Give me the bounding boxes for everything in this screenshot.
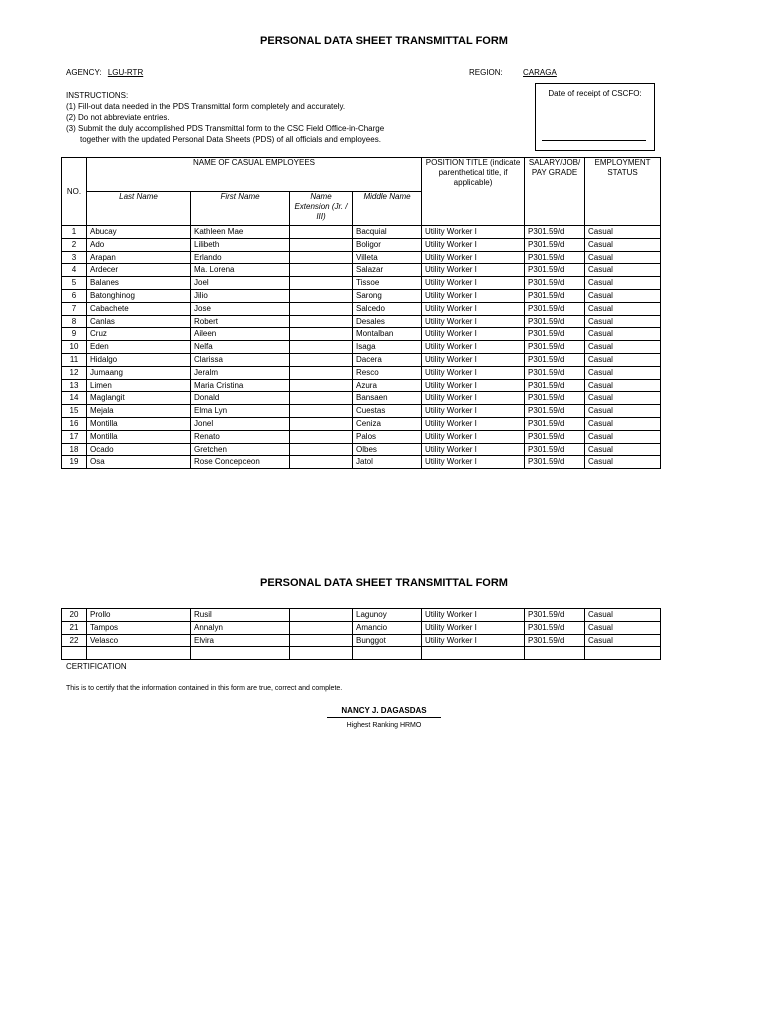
cell-no: 3 <box>62 251 87 264</box>
cell-status: Casual <box>585 417 661 430</box>
table-row <box>62 621 661 634</box>
cell-middle-name: Lagunoy <box>353 609 422 622</box>
cell-no: 16 <box>62 417 87 430</box>
table-row <box>62 264 661 277</box>
cell-no: 14 <box>62 392 87 405</box>
cell-status: Casual <box>585 353 661 366</box>
cell-last-name: Arapan <box>87 251 191 264</box>
cell-first-name: Annalyn <box>191 621 290 634</box>
cell-middle-name: Jatol <box>353 456 422 469</box>
cell-salary: P301.59/d <box>525 634 585 647</box>
cell-name-extension <box>290 647 353 660</box>
cell-first-name: Rusil <box>191 609 290 622</box>
cell-salary: P301.59/d <box>525 315 585 328</box>
cell-middle-name: Boligor <box>353 238 422 251</box>
col-header-last-name: Last Name <box>87 192 191 226</box>
cell-salary: P301.59/d <box>525 289 585 302</box>
cell-status <box>585 647 661 660</box>
cell-middle-name: Montalban <box>353 328 422 341</box>
form-title: PERSONAL DATA SHEET TRANSMITTAL FORM <box>260 35 508 47</box>
cell-last-name: Mejala <box>87 405 191 418</box>
table-row <box>62 341 661 354</box>
cell-salary: P301.59/d <box>525 392 585 405</box>
instruction-item: (2) Do not abbreviate entries. <box>66 113 170 122</box>
cell-position: Utility Worker I <box>422 226 525 239</box>
cell-no: 22 <box>62 634 87 647</box>
cell-last-name: Ardecer <box>87 264 191 277</box>
cell-status: Casual <box>585 392 661 405</box>
col-header-no: NO. <box>62 158 87 226</box>
cell-name-extension <box>290 405 353 418</box>
cell-status: Casual <box>585 634 661 647</box>
cell-position: Utility Worker I <box>422 405 525 418</box>
cell-middle-name: Salcedo <box>353 302 422 315</box>
cell-middle-name: Bansaen <box>353 392 422 405</box>
table-row <box>62 430 661 443</box>
cell-status: Casual <box>585 289 661 302</box>
cell-middle-name: Amancio <box>353 621 422 634</box>
cell-no: 19 <box>62 456 87 469</box>
cell-salary <box>525 647 585 660</box>
cell-no: 2 <box>62 238 87 251</box>
cell-first-name: Jeralm <box>191 366 290 379</box>
col-header-middle-name: Middle Name <box>353 192 422 226</box>
signature-line <box>327 717 441 718</box>
cell-name-extension <box>290 430 353 443</box>
cell-position: Utility Worker I <box>422 277 525 290</box>
cell-middle-name: Resco <box>353 366 422 379</box>
cell-position: Utility Worker I <box>422 302 525 315</box>
cell-last-name <box>87 647 191 660</box>
cell-salary: P301.59/d <box>525 443 585 456</box>
signatory-name: NANCY J. DAGASDAS <box>341 706 427 715</box>
table-row <box>62 647 661 660</box>
cell-no: 18 <box>62 443 87 456</box>
cell-first-name: Erlando <box>191 251 290 264</box>
cell-salary: P301.59/d <box>525 366 585 379</box>
cell-position: Utility Worker I <box>422 264 525 277</box>
cell-name-extension <box>290 443 353 456</box>
cell-last-name: Tampos <box>87 621 191 634</box>
cell-first-name: Kathleen Mae <box>191 226 290 239</box>
cell-position: Utility Worker I <box>422 251 525 264</box>
cell-first-name: Nelfa <box>191 341 290 354</box>
cell-name-extension <box>290 456 353 469</box>
cell-middle-name: Cuestas <box>353 405 422 418</box>
cell-salary: P301.59/d <box>525 430 585 443</box>
col-header-name-group: NAME OF CASUAL EMPLOYEES <box>87 158 422 192</box>
cell-no: 21 <box>62 621 87 634</box>
cell-name-extension <box>290 609 353 622</box>
cell-first-name: Maria Cristina <box>191 379 290 392</box>
cell-salary: P301.59/d <box>525 417 585 430</box>
cell-first-name: Gretchen <box>191 443 290 456</box>
cell-position: Utility Worker I <box>422 417 525 430</box>
region-field <box>469 68 585 77</box>
cell-last-name: Eden <box>87 341 191 354</box>
table-row <box>62 315 661 328</box>
cell-last-name: Montilla <box>87 417 191 430</box>
cell-last-name: Balanes <box>87 277 191 290</box>
instruction-item: together with the updated Personal Data Sheets (PDS) of all officials and employees. <box>80 135 381 144</box>
cell-first-name: Ma. Lorena <box>191 264 290 277</box>
signatory-title: Highest Ranking HRMO <box>346 722 422 729</box>
cell-middle-name: Desales <box>353 315 422 328</box>
cell-status: Casual <box>585 238 661 251</box>
cell-first-name: Joel <box>191 277 290 290</box>
table-row <box>62 379 661 392</box>
cell-middle-name: Olbes <box>353 443 422 456</box>
cell-no: 7 <box>62 302 87 315</box>
cell-position: Utility Worker I <box>422 238 525 251</box>
cell-name-extension <box>290 315 353 328</box>
cell-no: 6 <box>62 289 87 302</box>
cell-last-name: Montilla <box>87 430 191 443</box>
cell-status: Casual <box>585 405 661 418</box>
cell-status: Casual <box>585 226 661 239</box>
table-row <box>62 417 661 430</box>
cell-last-name: Cruz <box>87 328 191 341</box>
table-row <box>62 277 661 290</box>
table-row <box>62 302 661 315</box>
cell-status: Casual <box>585 456 661 469</box>
employees-table-continued <box>61 608 661 660</box>
cell-salary: P301.59/d <box>525 609 585 622</box>
cell-last-name: Velasco <box>87 634 191 647</box>
cell-middle-name: Bunggot <box>353 634 422 647</box>
cell-first-name: Jilio <box>191 289 290 302</box>
cell-salary: P301.59/d <box>525 341 585 354</box>
cell-last-name: Jumaang <box>87 366 191 379</box>
table-row <box>62 609 661 622</box>
cell-middle-name: Ceniza <box>353 417 422 430</box>
cell-last-name: Ocado <box>87 443 191 456</box>
agency-label: AGENCY: <box>66 68 102 77</box>
cell-no: 10 <box>62 341 87 354</box>
cell-first-name: Lilibeth <box>191 238 290 251</box>
receipt-line <box>542 140 646 141</box>
cell-name-extension <box>290 226 353 239</box>
cell-no <box>62 647 87 660</box>
cell-position: Utility Worker I <box>422 609 525 622</box>
agency-field <box>66 68 143 77</box>
table-row <box>62 353 661 366</box>
cell-first-name: Elma Lyn <box>191 405 290 418</box>
cell-no: 4 <box>62 264 87 277</box>
cell-last-name: Prollo <box>87 609 191 622</box>
cell-no: 12 <box>62 366 87 379</box>
col-header-status: EMPLOYMENT STATUS <box>585 158 661 226</box>
cell-position: Utility Worker I <box>422 443 525 456</box>
cell-last-name: Limen <box>87 379 191 392</box>
cell-name-extension <box>290 634 353 647</box>
receipt-label: Date of receipt of CSCFO: <box>548 89 642 98</box>
cell-salary: P301.59/d <box>525 353 585 366</box>
cell-no: 8 <box>62 315 87 328</box>
cell-salary: P301.59/d <box>525 456 585 469</box>
receipt-box <box>535 83 655 151</box>
col-header-first-name: First Name <box>191 192 290 226</box>
cell-no: 5 <box>62 277 87 290</box>
certification-text: This is to certify that the information contained in this form are true, correct and complete. <box>66 685 343 692</box>
cell-no: 20 <box>62 609 87 622</box>
table-row <box>62 456 661 469</box>
cell-position: Utility Worker I <box>422 456 525 469</box>
cell-salary: P301.59/d <box>525 238 585 251</box>
cell-first-name: Clarissa <box>191 353 290 366</box>
cell-last-name: Canlas <box>87 315 191 328</box>
cell-status: Casual <box>585 379 661 392</box>
cell-name-extension <box>290 341 353 354</box>
cell-position: Utility Worker I <box>422 353 525 366</box>
cell-middle-name: Isaga <box>353 341 422 354</box>
cell-first-name <box>191 647 290 660</box>
table-row <box>62 366 661 379</box>
cell-first-name: Jose <box>191 302 290 315</box>
cell-first-name: Renato <box>191 430 290 443</box>
table-row <box>62 392 661 405</box>
cell-name-extension <box>290 238 353 251</box>
employees-table-body <box>62 226 661 469</box>
cell-name-extension <box>290 264 353 277</box>
instructions <box>66 90 384 145</box>
cell-position: Utility Worker I <box>422 392 525 405</box>
cell-status: Casual <box>585 315 661 328</box>
cell-name-extension <box>290 328 353 341</box>
table-row <box>62 226 661 239</box>
cell-last-name: Osa <box>87 456 191 469</box>
cell-last-name: Batonghinog <box>87 289 191 302</box>
cell-no: 17 <box>62 430 87 443</box>
cell-name-extension <box>290 277 353 290</box>
cell-salary: P301.59/d <box>525 328 585 341</box>
cell-status: Casual <box>585 302 661 315</box>
cell-position: Utility Worker I <box>422 366 525 379</box>
cell-no: 11 <box>62 353 87 366</box>
cell-name-extension <box>290 289 353 302</box>
employees-table <box>61 157 661 469</box>
cell-first-name: Robert <box>191 315 290 328</box>
cell-middle-name: Tissoe <box>353 277 422 290</box>
cell-salary: P301.59/d <box>525 277 585 290</box>
cell-last-name: Abucay <box>87 226 191 239</box>
cell-status: Casual <box>585 251 661 264</box>
cell-no: 1 <box>62 226 87 239</box>
cell-status: Casual <box>585 264 661 277</box>
cell-status: Casual <box>585 430 661 443</box>
table-row <box>62 634 661 647</box>
instructions-heading: INSTRUCTIONS: <box>66 91 129 100</box>
col-header-position: POSITION TITLE (indicate parenthetical title, if applicable) <box>422 158 525 226</box>
cell-status: Casual <box>585 609 661 622</box>
cell-middle-name <box>353 647 422 660</box>
cell-middle-name: Sarong <box>353 289 422 302</box>
table-row <box>62 289 661 302</box>
cell-status: Casual <box>585 443 661 456</box>
cell-name-extension <box>290 353 353 366</box>
cell-middle-name: Bacquial <box>353 226 422 239</box>
table-row <box>62 443 661 456</box>
cell-name-extension <box>290 392 353 405</box>
cell-name-extension <box>290 379 353 392</box>
cell-middle-name: Dacera <box>353 353 422 366</box>
instruction-item: (1) Fill-out data needed in the PDS Transmittal form completely and accurately. <box>66 102 346 111</box>
cell-first-name: Elvira <box>191 634 290 647</box>
cell-position: Utility Worker I <box>422 634 525 647</box>
cell-position: Utility Worker I <box>422 621 525 634</box>
cell-middle-name: Villeta <box>353 251 422 264</box>
cell-no: 9 <box>62 328 87 341</box>
cell-first-name: Jonel <box>191 417 290 430</box>
col-header-name-extension: Name Extension (Jr. / III) <box>290 192 353 226</box>
cell-name-extension <box>290 251 353 264</box>
cell-last-name: Maglangit <box>87 392 191 405</box>
table-row <box>62 251 661 264</box>
cell-name-extension <box>290 302 353 315</box>
cell-salary: P301.59/d <box>525 264 585 277</box>
cell-last-name: Cabachete <box>87 302 191 315</box>
cell-first-name: Aileen <box>191 328 290 341</box>
cell-position: Utility Worker I <box>422 315 525 328</box>
instruction-item: (3) Submit the duly accomplished PDS Transmittal form to the CSC Field Office-in-Charge <box>66 124 385 133</box>
table-row <box>62 328 661 341</box>
agency-value: LGU-RTR <box>107 68 144 77</box>
cell-name-extension <box>290 621 353 634</box>
employees-table-continued-body <box>62 609 661 660</box>
cell-salary: P301.59/d <box>525 302 585 315</box>
cell-position: Utility Worker I <box>422 379 525 392</box>
cell-status: Casual <box>585 328 661 341</box>
table-row <box>62 238 661 251</box>
cell-position <box>422 647 525 660</box>
cell-position: Utility Worker I <box>422 430 525 443</box>
cell-status: Casual <box>585 366 661 379</box>
cell-salary: P301.59/d <box>525 379 585 392</box>
cell-first-name: Donald <box>191 392 290 405</box>
form-title-page2: PERSONAL DATA SHEET TRANSMITTAL FORM <box>260 577 508 589</box>
cell-status: Casual <box>585 277 661 290</box>
cell-last-name: Hidalgo <box>87 353 191 366</box>
cell-status: Casual <box>585 621 661 634</box>
region-label: REGION: <box>469 68 503 77</box>
cell-salary: P301.59/d <box>525 226 585 239</box>
cell-no: 13 <box>62 379 87 392</box>
cell-position: Utility Worker I <box>422 289 525 302</box>
cell-last-name: Ado <box>87 238 191 251</box>
cell-first-name: Rose Concepceon <box>191 456 290 469</box>
cell-status: Casual <box>585 341 661 354</box>
col-header-salary: SALARY/JOB/ PAY GRADE <box>525 158 585 226</box>
cell-salary: P301.59/d <box>525 621 585 634</box>
cell-middle-name: Palos <box>353 430 422 443</box>
certification-heading: CERTIFICATION <box>66 662 127 671</box>
cell-position: Utility Worker I <box>422 328 525 341</box>
cell-name-extension <box>290 366 353 379</box>
cell-middle-name: Azura <box>353 379 422 392</box>
cell-salary: P301.59/d <box>525 405 585 418</box>
cell-salary: P301.59/d <box>525 251 585 264</box>
table-row <box>62 405 661 418</box>
cell-middle-name: Salazar <box>353 264 422 277</box>
cell-position: Utility Worker I <box>422 341 525 354</box>
cell-name-extension <box>290 417 353 430</box>
cell-no: 15 <box>62 405 87 418</box>
region-value: CARAGA <box>523 68 557 77</box>
